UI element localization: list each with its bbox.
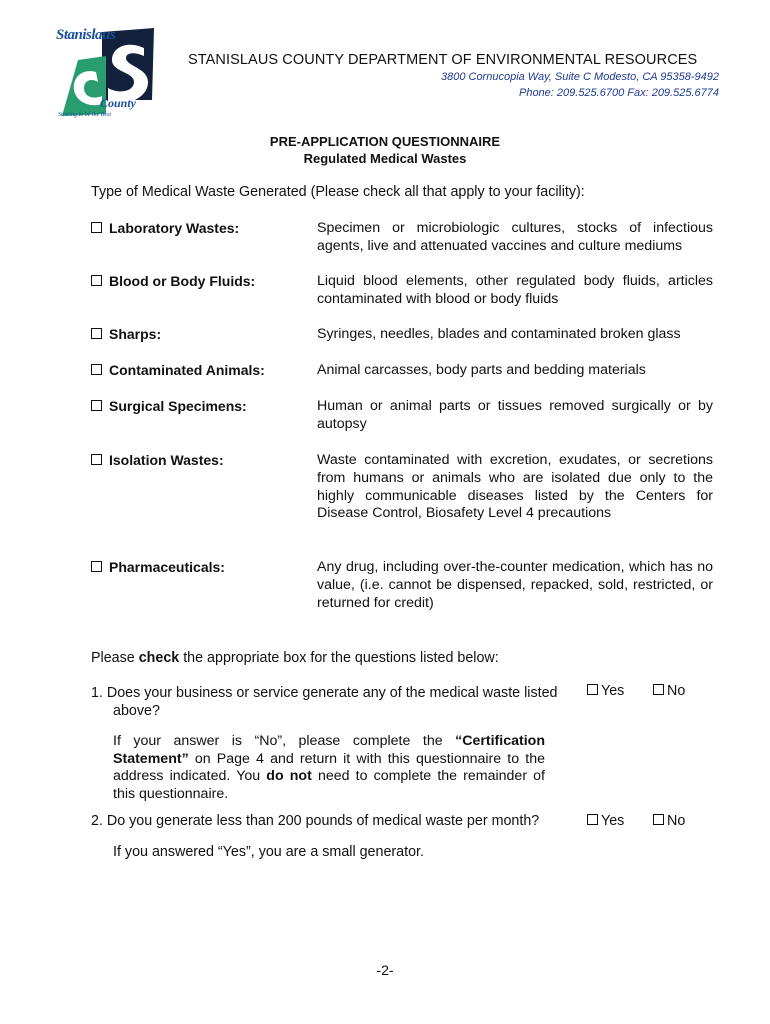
q1-yes-option[interactable]: Yes	[587, 683, 624, 699]
checkbox[interactable]	[91, 400, 102, 411]
logo-tagline: Striving to be the Best	[58, 112, 111, 118]
waste-item-laboratory[interactable]: Laboratory Wastes:	[91, 220, 239, 236]
question-1: 1. Does your business or service generate any of the medical waste listed above?	[91, 685, 558, 719]
intro-text: Type of Medical Waste Generated (Please check all that apply to your facility):	[91, 184, 585, 200]
q2-yes-option[interactable]: Yes	[587, 813, 624, 829]
waste-item-blood[interactable]: Blood or Body Fluids:	[91, 273, 255, 289]
waste-desc-laboratory: Specimen or microbiologic cultures, stocks of infectious agents, live and attenuated vaccines and culture mediums	[317, 220, 713, 254]
waste-item-isolation[interactable]: Isolation Wastes:	[91, 452, 224, 468]
department-phone: Phone: 209.525.6700 Fax: 209.525.6774	[518, 87, 719, 99]
department-address: 3800 Cornucopia Way, Suite C Modesto, CA 95358-9492	[440, 71, 719, 83]
q2-yes-checkbox[interactable]	[587, 814, 598, 825]
waste-desc-sharps: Syringes, needles, blades and contaminated broken glass	[317, 326, 681, 342]
question-2: 2. Do you generate less than 200 pounds of medical waste per month?	[91, 813, 540, 829]
waste-desc-animals: Animal carcasses, body parts and bedding materials	[317, 362, 646, 378]
waste-desc-surgical: Human or animal parts or tissues removed surgically or by autopsy	[317, 398, 713, 432]
q1-note: If your answer is “No”, please complete the “Certification Statement” on Page 4 and return it with this questionnaire to the address indicated. You do not need to complete the remainder of this questionnaire.	[113, 733, 546, 802]
waste-desc-blood: Liquid blood elements, other regulated body fluids, articles contaminated with blood or body fluids	[317, 273, 713, 307]
page-number: -2-	[376, 962, 394, 978]
page-title: PRE-APPLICATION QUESTIONNAIRE	[269, 134, 501, 149]
waste-desc-isolation: Waste contaminated with excretion, exudates, or secretions from humans or animals who are isolated due only to the highly communicable diseases listed by the Centers for Disease Control, Biosafety Level 4 precautions	[317, 452, 713, 522]
waste-item-pharmaceuticals[interactable]: Pharmaceuticals:	[91, 559, 225, 575]
q1-no-option[interactable]: No	[653, 683, 685, 699]
checkbox[interactable]	[91, 222, 102, 233]
q2-note: If you answered “Yes”, you are a small generator.	[113, 844, 424, 860]
instructions: Please check the appropriate box for the questions listed below:	[91, 650, 499, 666]
logo-text: Stanislaus	[56, 27, 116, 43]
q2-no-checkbox[interactable]	[653, 814, 664, 825]
q2-no-option[interactable]: No	[653, 813, 685, 829]
waste-desc-pharmaceuticals: Any drug, including over-the-counter medication, which has no value, (i.e. cannot be dispensed, repacked, sold, restricted, or returned for credit)	[317, 559, 713, 611]
waste-item-surgical[interactable]: Surgical Specimens:	[91, 398, 247, 414]
checkbox[interactable]	[91, 561, 102, 572]
page-subtitle: Regulated Medical Wastes	[303, 151, 467, 166]
checkbox[interactable]	[91, 454, 102, 465]
q1-yes-checkbox[interactable]	[587, 684, 598, 695]
checkbox[interactable]	[91, 364, 102, 375]
waste-item-animals[interactable]: Contaminated Animals:	[91, 362, 265, 378]
department-name: STANISLAUS COUNTY DEPARTMENT OF ENVIRONMENTAL RESOURCES	[188, 52, 698, 68]
checkbox[interactable]	[91, 275, 102, 286]
checkbox[interactable]	[91, 328, 102, 339]
waste-item-sharps[interactable]: Sharps:	[91, 326, 161, 342]
q1-no-checkbox[interactable]	[653, 684, 664, 695]
logo-county-text: County	[100, 96, 137, 110]
